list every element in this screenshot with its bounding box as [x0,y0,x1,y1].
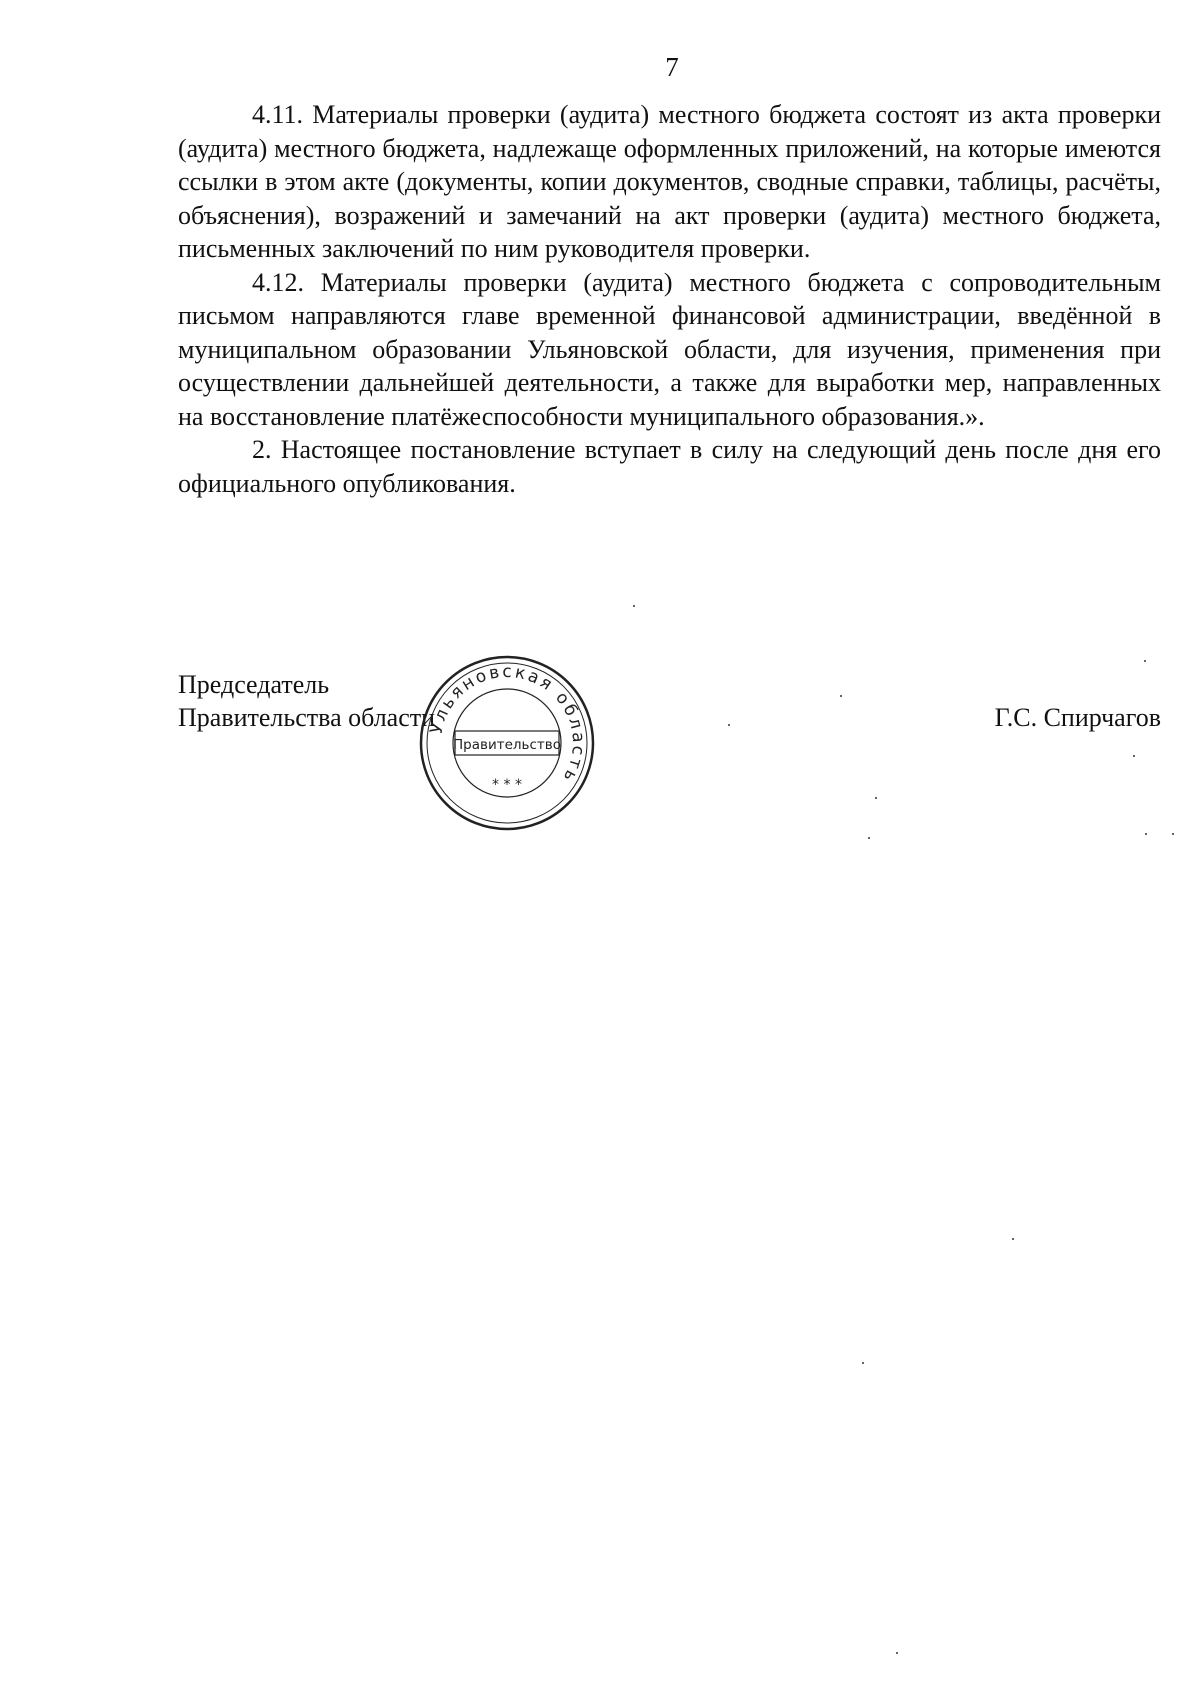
scan-speck [1012,1238,1014,1240]
scan-speck [840,695,842,697]
scan-speck [875,797,877,799]
seal-stars: * * * [492,777,522,793]
signer-position-line1: Председатель [178,670,330,699]
signer-position [178,668,435,734]
official-seal [418,654,596,832]
scan-speck [1172,833,1174,835]
seal-outer-text: Ульяновская область [426,661,589,788]
page-number: 7 [665,52,679,82]
document-body [178,98,1161,500]
paragraph-2: 2. Настоящее постановление вступает в силу на следующий день после дня его официального опубликования. [178,435,1161,498]
scan-speck [633,605,635,607]
signer-name: Г.С. Спирчагов [994,703,1161,732]
scan-speck [896,1652,898,1654]
signer-position-line2: Правительства области [178,703,436,732]
seal-center-text: Правительство [453,737,561,753]
paragraph-4-12: 4.12. Материалы проверки (аудита) местного бюджета с сопроводительным письмом направляются главе временной финансовой администрации, введённой в муниципальном образовании Ульяновской области, для изучения, применения при осуществлении дальнейшей деятельности, а также для выработки мер, направленных на восстановление платёжеспособности муниципального образования.». [178,267,1161,431]
paragraph-4-11: 4.11. Материалы проверки (аудита) местного бюджета состоят из акта проверки (аудита) местного бюджета, надлежаще оформленных приложений, на которые имеются ссылки в этом акте (документы, копии документов, сводные справки, таблицы, расчёты, объяснения), возражений и замечаний на акт проверки (аудита) местного бюджета, письменных заключений по ним руководителя проверки. [178,100,1161,263]
scan-speck [1133,755,1135,757]
scan-speck [862,1362,864,1364]
scan-speck [728,724,730,726]
scan-speck [1145,833,1147,835]
scan-speck [1144,660,1146,662]
scan-speck [868,837,870,839]
